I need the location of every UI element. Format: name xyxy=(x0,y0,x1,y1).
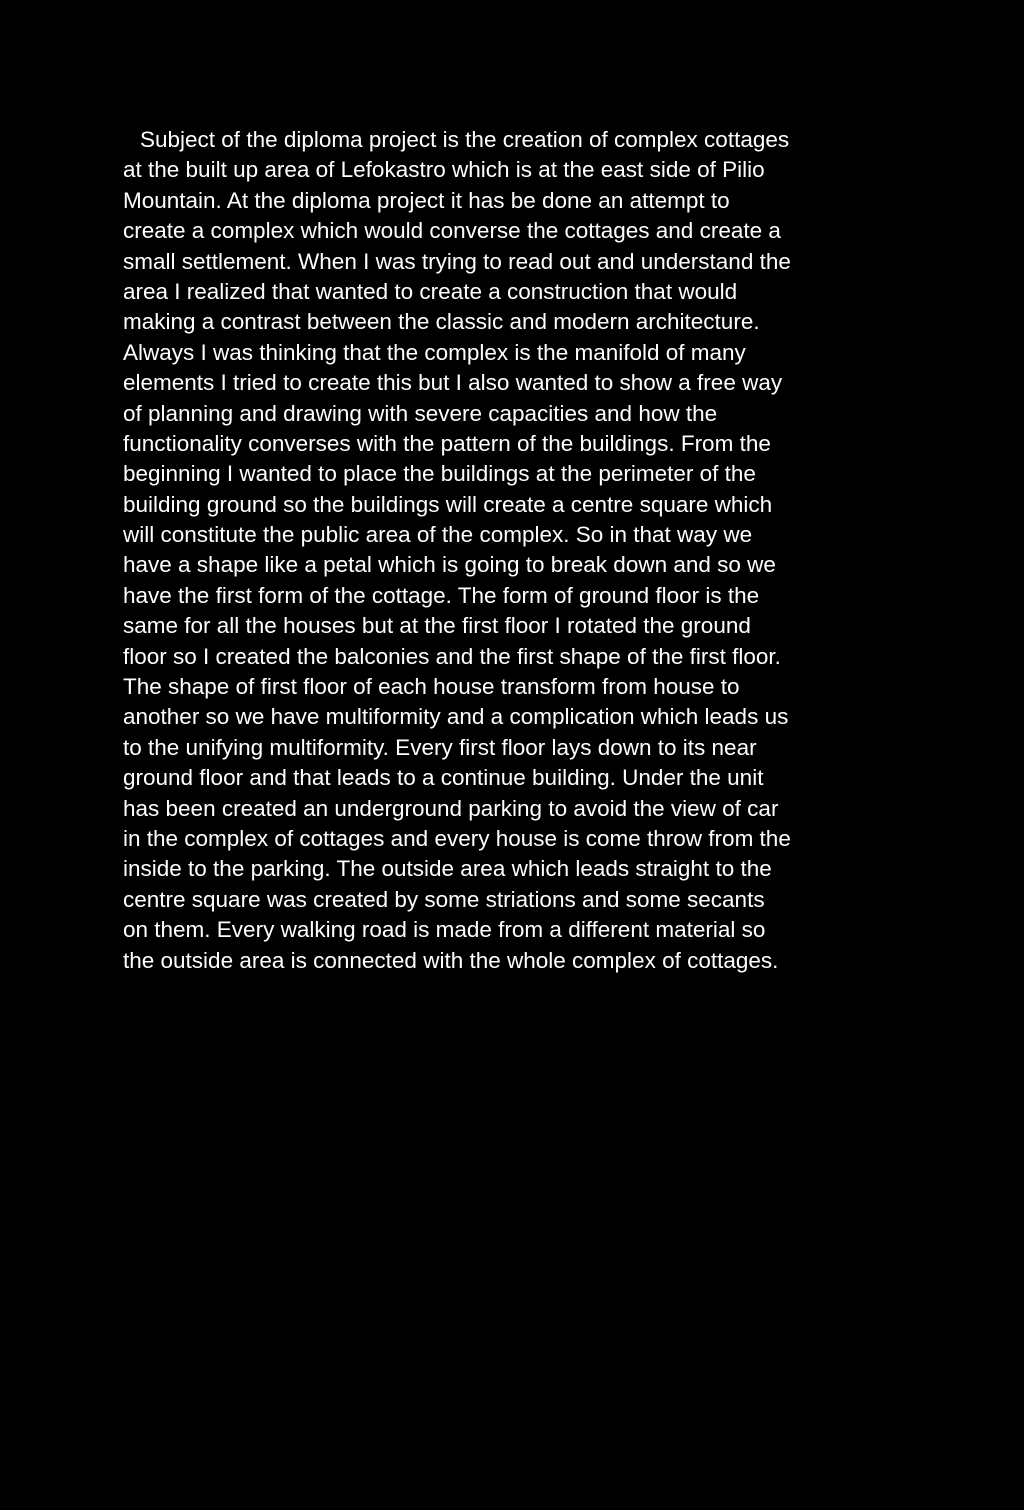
text-line: small settlement. When I was trying to read out and understand the xyxy=(123,248,791,274)
text-line: on them. Every walking road is made from a different material so xyxy=(123,917,766,943)
text-line: area I realized that wanted to create a construction that would xyxy=(123,278,738,304)
text-line: elements I tried to create this but I also wanted to show a free way xyxy=(123,370,783,396)
text-line: will constitute the public area of the complex. So in that way we xyxy=(123,522,753,548)
text-line: at the built up area of Lefokastro which is at the east side of Pilio xyxy=(123,157,765,183)
text-line: has been created an underground parking to avoid the view of car xyxy=(123,795,779,821)
text-line: have the first form of the cottage. The form of ground floor is the xyxy=(123,582,760,608)
text-line: of planning and drawing with severe capacities and how the xyxy=(123,400,718,426)
text-line: building ground so the buildings will create a centre square which xyxy=(123,491,773,517)
text-line: to the unifying multiformity. Every first floor lays down to its near xyxy=(123,734,757,760)
text-line: Mountain. At the diploma project it has be done an attempt to xyxy=(123,187,730,213)
text-line: floor so I created the balconies and the first shape of the first floor. xyxy=(123,643,781,669)
text-line: in the complex of cottages and every house is come throw from the xyxy=(123,825,791,851)
text-line: same for all the houses but at the first floor I rotated the ground xyxy=(123,613,751,639)
text-line: inside to the parking. The outside area which leads straight to the xyxy=(123,856,772,882)
text-line: centre square was created by some striations and some secants xyxy=(123,886,765,912)
text-line: ground floor and that leads to a continue building. Under the unit xyxy=(123,765,764,791)
text-line: have a shape like a petal which is going to break down and so we xyxy=(123,552,776,578)
text-line: making a contrast between the classic and modern architecture. xyxy=(123,309,760,335)
text-line: Always I was thinking that the complex is the manifold of many xyxy=(123,339,746,365)
text-line: beginning I wanted to place the buildings at the perimeter of the xyxy=(123,461,756,487)
text-line: another so we have multiformity and a complication which leads us xyxy=(123,704,789,730)
text-line: The shape of first floor of each house transform from house to xyxy=(123,674,740,700)
text-line: create a complex which would converse the cottages and create a xyxy=(123,218,781,244)
text-line: functionality converses with the pattern of the buildings. From the xyxy=(123,430,771,456)
body-paragraph xyxy=(123,125,913,976)
text-line: the outside area is connected with the whole complex of cottages. xyxy=(123,947,779,973)
text-line: Subject of the diploma project is the creation of complex cottages xyxy=(140,127,790,152)
